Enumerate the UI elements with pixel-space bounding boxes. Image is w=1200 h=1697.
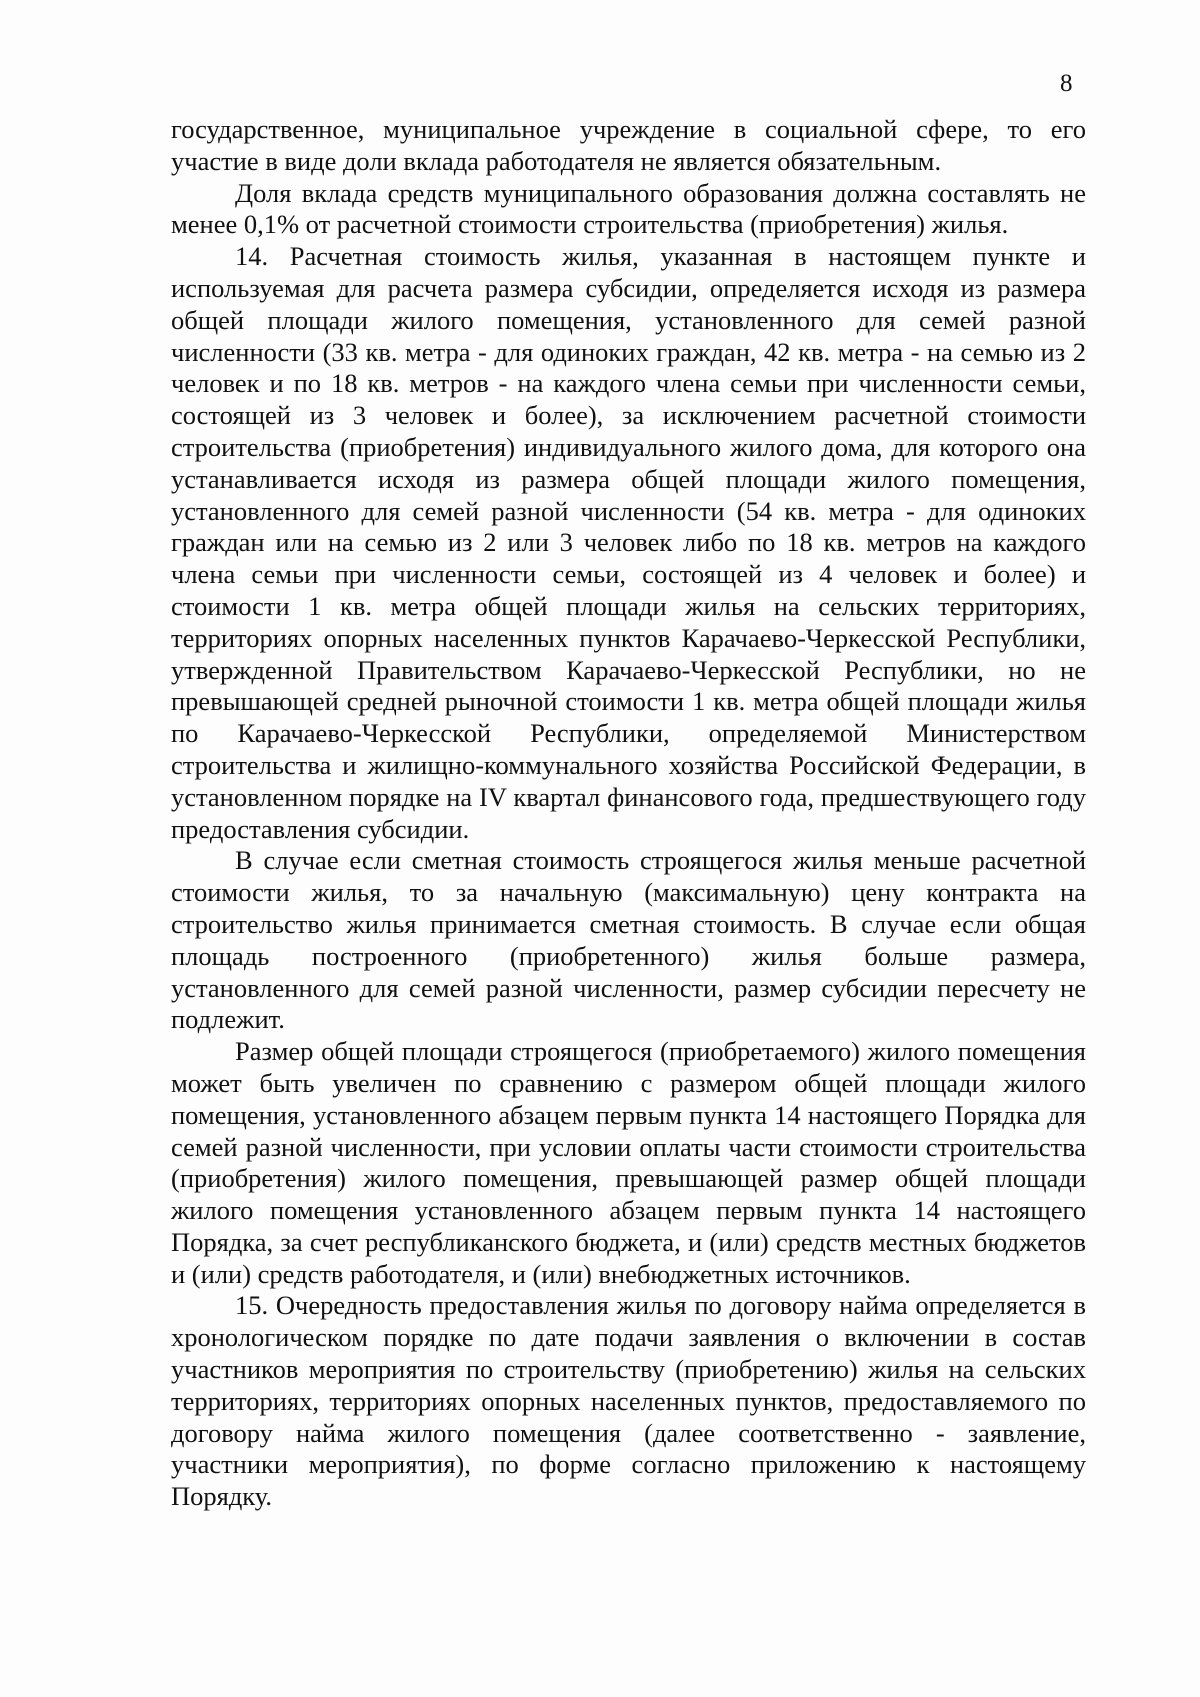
- paragraph-municipal-share: Доля вклада средств муниципального образования должна составлять не менее 0,1% от расчетной стоимости строительства (приобретения) жилья.: [171, 177, 1086, 240]
- paragraph-continuation: государственное, муниципальное учреждение в социальной сфере, то его участие в виде доли вклада работодателя не является обязательным.: [171, 114, 1086, 176]
- paragraph-item-14: 14. Расчетная стоимость жилья, указанная в настоящем пункте и используемая для расчета размера субсидии, определяется исходя из размера общей площади жилого помещения, установленного для семей разной численности (33 кв. метра - для одиноких граждан, 42 кв. метра - на семью из 2 человек и по 18 кв. метров - на каждого члена семьи при численности семьи, состоящей из 3 человек и более), за исключением расчетной стоимости строительства (приобретения) индивидуального жилого дома, для которого она устанавливается исходя из размера общей площади жилого помещения, установленного для семей разной численности (54 кв. метра - для одиноких граждан или на семью из 2 или 3 человек либо по 18 кв. метров на каждого члена семьи при численности семьи, состоящей из 4 человек и более) и стоимости 1 кв. метра общей площади жилья на сельских территориях, территориях опорных населенных пунктов Карачаево-Черкесской Республики, утвержденной Правительством Карачаево-Черкесской Республики, но не превышающей средней рыночной стоимости 1 кв. метра общей площади жилья по Карачаево-Черкесской Республики, определяемой Министерством строительства и жилищно-коммунального хозяйства Российской Федерации, в установленном порядке на IV квартал финансового года, предшествующего году предоставления субсидии.: [171, 241, 1086, 844]
- body-text: [171, 114, 1086, 1513]
- paragraph-area-increase: Размер общей площади строящегося (приобретаемого) жилого помещения может быть увеличен по сравнению с размером общей площади жилого помещения, установленного абзацем первым пункта 14 настоящего Порядка для семей разной численности, при условии оплаты части стоимости строительства (приобретения) жилого помещения, превышающей размер общей площади жилого помещения установленного абзацем первым пункта 14 настоящего Порядка, за счет республиканского бюджета, и (или) средств местных бюджетов и (или) средств работодателя, и (или) внебюджетных источников.: [171, 1036, 1086, 1289]
- paragraph-item-15: 15. Очередность предоставления жилья по договору найма определяется в хронологическом порядке по дате подачи заявления о включении в состав участников мероприятия по строительству (приобретению) жилья на сельских территориях, территориях опорных населенных пунктов, предоставляемого по договору найма жилого помещения (далее соответственно - заявление, участники мероприятия), по форме согласно приложению к настоящему Порядку.: [171, 1290, 1086, 1512]
- paragraph-estimated-cost: В случае если сметная стоимость строящегося жилья меньше расчетной стоимости жилья, то за начальную (максимальную) цену контракта на строительство жилья принимается сметная стоимость. В случае если общая площадь построенного (приобретенного) жилья больше размера, установленного для семей разной численности, размер субсидии пересчету не подлежит.: [171, 845, 1086, 1035]
- page-number: 8: [1060, 70, 1073, 97]
